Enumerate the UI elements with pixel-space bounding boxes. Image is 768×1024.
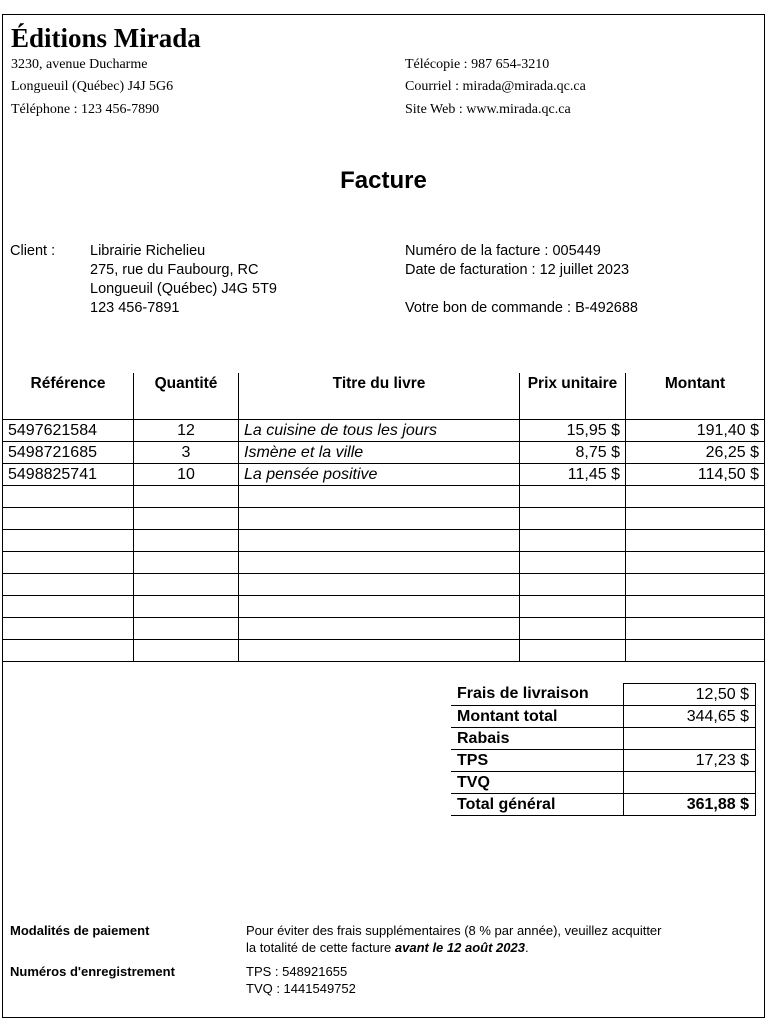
cell-title <box>239 596 520 618</box>
cell-title <box>239 574 520 596</box>
header-quantity: Quantité <box>134 373 239 420</box>
cell-reference <box>3 552 134 574</box>
cell-amount: 191,40 $ <box>626 420 765 442</box>
cell-reference <box>3 486 134 508</box>
header-title: Titre du livre <box>239 373 520 420</box>
header-amount: Montant <box>626 373 765 420</box>
cell-reference: 5498825741 <box>3 464 134 486</box>
cell-reference <box>3 596 134 618</box>
registration-tvq: TVQ : 1441549752 <box>246 981 356 996</box>
table-header-row <box>3 373 764 420</box>
cell-quantity <box>134 596 239 618</box>
table-row <box>3 640 764 662</box>
cell-quantity <box>134 486 239 508</box>
cell-amount <box>626 508 765 530</box>
totals-value: 17,23 $ <box>624 750 756 772</box>
cell-quantity: 3 <box>134 442 239 464</box>
cell-unit-price: 8,75 $ <box>520 442 626 464</box>
cell-unit-price <box>520 486 626 508</box>
company-phone: Téléphone : 123 456-7890 <box>11 102 160 117</box>
document-title: Facture <box>340 167 427 194</box>
cell-unit-price: 15,95 $ <box>520 420 626 442</box>
cell-amount <box>626 596 765 618</box>
payment-terms-line2 <box>246 940 529 955</box>
cell-quantity <box>134 574 239 596</box>
cell-quantity <box>134 618 239 640</box>
cell-title <box>239 486 520 508</box>
totals-row <box>451 772 756 794</box>
totals-value <box>624 772 756 794</box>
cell-quantity <box>134 640 239 662</box>
totals-table <box>451 683 756 816</box>
cell-title: La pensée positive <box>239 464 520 486</box>
cell-unit-price <box>520 530 626 552</box>
totals-value: 344,65 $ <box>624 706 756 728</box>
cell-title <box>239 640 520 662</box>
table-row <box>3 596 764 618</box>
cell-title <box>239 618 520 640</box>
cell-reference <box>3 574 134 596</box>
cell-quantity: 12 <box>134 420 239 442</box>
cell-reference <box>3 508 134 530</box>
cell-unit-price: 11,45 $ <box>520 464 626 486</box>
cell-reference: 5498721685 <box>3 442 134 464</box>
totals-row <box>451 750 756 772</box>
cell-amount: 114,50 $ <box>626 464 765 486</box>
header-unit-price: Prix unitaire <box>520 373 626 420</box>
cell-title: Ismène et la ville <box>239 442 520 464</box>
table-row <box>3 464 764 486</box>
company-website: Site Web : www.mirada.qc.ca <box>405 102 571 117</box>
company-address-line1: 3230, avenue Ducharme <box>11 57 148 72</box>
registration-tps: TPS : 548921655 <box>246 964 348 979</box>
cell-quantity <box>134 552 239 574</box>
cell-quantity <box>134 530 239 552</box>
client-street: 275, rue du Faubourg, RC <box>90 262 259 278</box>
company-email: Courriel : mirada@mirada.qc.ca <box>405 79 586 94</box>
cell-unit-price <box>520 552 626 574</box>
cell-reference <box>3 530 134 552</box>
client-city: Longueuil (Québec) J4G 5T9 <box>90 281 277 297</box>
totals-label: TVQ <box>451 772 624 794</box>
purchase-order: Votre bon de commande : B-492688 <box>405 300 638 316</box>
company-fax: Télécopie : 987 654-3210 <box>405 57 550 72</box>
totals-row <box>451 684 756 706</box>
company-name: Éditions Mirada <box>11 23 201 53</box>
cell-amount: 26,25 $ <box>626 442 765 464</box>
cell-title <box>239 530 520 552</box>
registration-label: Numéros d'enregistrement <box>10 964 175 979</box>
payment-terms-label: Modalités de paiement <box>10 923 150 938</box>
totals-value <box>624 728 756 750</box>
cell-reference <box>3 618 134 640</box>
table-row <box>3 508 764 530</box>
cell-quantity: 10 <box>134 464 239 486</box>
cell-amount <box>626 552 765 574</box>
invoice-number: Numéro de la facture : 005449 <box>405 243 601 259</box>
cell-amount <box>626 574 765 596</box>
client-phone: 123 456-7891 <box>90 300 180 316</box>
invoice-page <box>2 14 765 1018</box>
cell-unit-price <box>520 640 626 662</box>
totals-label: TPS <box>451 750 624 772</box>
table-row <box>3 420 764 442</box>
header-reference: Référence <box>3 373 134 420</box>
table-row <box>3 442 764 464</box>
table-row <box>3 530 764 552</box>
cell-title: La cuisine de tous les jours <box>239 420 520 442</box>
client-label: Client : <box>10 243 56 259</box>
cell-amount <box>626 640 765 662</box>
payment-terms-line2-end: . <box>524 940 529 955</box>
totals-label: Total général <box>451 794 624 816</box>
invoice-date: Date de facturation : 12 juillet 2023 <box>405 262 630 278</box>
table-row <box>3 574 764 596</box>
totals-label: Frais de livraison <box>451 684 624 706</box>
totals-value: 12,50 $ <box>624 684 756 706</box>
company-address-line2: Longueuil (Québec) J4J 5G6 <box>11 79 174 94</box>
table-row <box>3 618 764 640</box>
totals-label: Montant total <box>451 706 624 728</box>
table-row <box>3 486 764 508</box>
totals-row <box>451 728 756 750</box>
payment-deadline: avant le 12 août 2023 <box>394 940 525 955</box>
cell-unit-price <box>520 596 626 618</box>
totals-label: Rabais <box>451 728 624 750</box>
cell-quantity <box>134 508 239 530</box>
table-row <box>3 552 764 574</box>
cell-unit-price <box>520 508 626 530</box>
client-name: Librairie Richelieu <box>90 243 206 259</box>
cell-reference: 5497621584 <box>3 420 134 442</box>
items-table <box>3 373 764 662</box>
totals-value: 361,88 $ <box>624 794 756 816</box>
cell-amount <box>626 486 765 508</box>
cell-unit-price <box>520 618 626 640</box>
cell-unit-price <box>520 574 626 596</box>
payment-terms-line1: Pour éviter des frais supplémentaires (8 % par année), veuillez acquitter <box>246 923 662 938</box>
cell-reference <box>3 640 134 662</box>
totals-row <box>451 706 756 728</box>
cell-title <box>239 508 520 530</box>
payment-terms-line2-start: la totalité de cette facture <box>246 940 395 955</box>
cell-title <box>239 552 520 574</box>
cell-amount <box>626 530 765 552</box>
totals-row <box>451 794 756 816</box>
cell-amount <box>626 618 765 640</box>
